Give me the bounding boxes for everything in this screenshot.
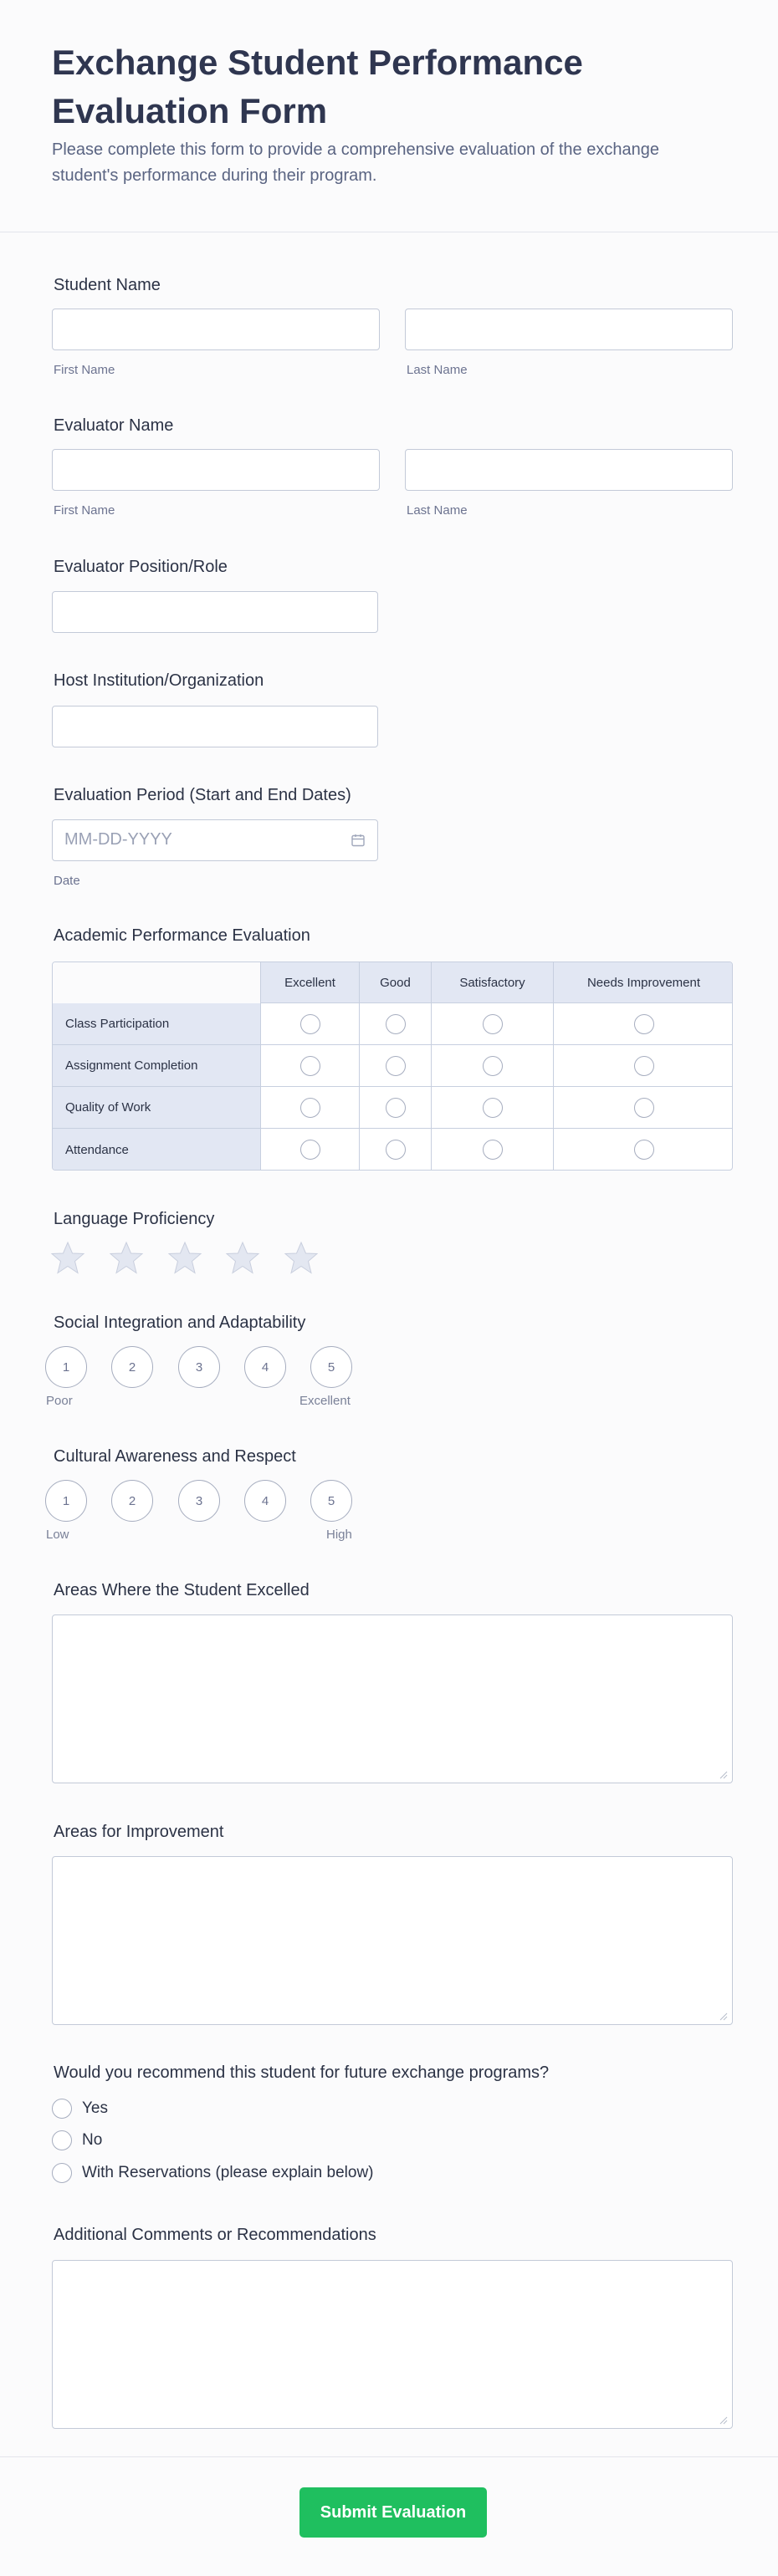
matrix-corner xyxy=(53,962,260,1003)
social-high-label: Excellent xyxy=(299,1394,351,1408)
matrix-cell xyxy=(553,1045,733,1087)
cultural-scale-4[interactable]: 4 xyxy=(244,1480,286,1522)
star-icon[interactable] xyxy=(49,1240,86,1277)
matrix-radio[interactable] xyxy=(634,1014,654,1034)
student-first-name-input[interactable] xyxy=(52,309,380,350)
additional-comments-label: Additional Comments or Recommendations xyxy=(54,2226,376,2244)
matrix-row-quality-of-work: Quality of Work xyxy=(53,1087,260,1129)
star-icon[interactable] xyxy=(166,1240,203,1277)
matrix-cell xyxy=(260,1129,359,1171)
cultural-scale-5[interactable]: 5 xyxy=(310,1480,352,1522)
evaluator-last-name-sublabel: Last Name xyxy=(407,503,468,518)
submit-evaluation-button[interactable]: Submit Evaluation xyxy=(299,2487,487,2538)
matrix-radio[interactable] xyxy=(483,1140,503,1160)
student-first-name-sublabel: First Name xyxy=(54,363,115,377)
matrix-radio[interactable] xyxy=(300,1014,320,1034)
evaluation-period-date-input[interactable] xyxy=(52,819,378,861)
matrix-radio[interactable] xyxy=(300,1098,320,1118)
cultural-high-label: High xyxy=(326,1528,352,1542)
star-icon[interactable] xyxy=(224,1240,261,1277)
matrix-radio[interactable] xyxy=(634,1098,654,1118)
academic-performance-label: Academic Performance Evaluation xyxy=(54,926,310,945)
evaluator-name-label: Evaluator Name xyxy=(54,416,174,435)
matrix-radio[interactable] xyxy=(300,1056,320,1076)
recommend-reservations-label[interactable]: With Reservations (please explain below) xyxy=(82,2164,374,2181)
academic-performance-matrix xyxy=(52,962,733,1171)
matrix-column-needs-improvement: Needs Improvement xyxy=(553,962,733,1003)
matrix-column-good: Good xyxy=(359,962,431,1003)
matrix-radio[interactable] xyxy=(483,1098,503,1118)
date-sublabel: Date xyxy=(54,874,80,888)
resize-grip-icon[interactable] xyxy=(719,2012,728,2021)
matrix-radio[interactable] xyxy=(386,1014,406,1034)
matrix-cell xyxy=(260,1087,359,1129)
additional-comments-textarea[interactable] xyxy=(52,2260,733,2429)
matrix-radio[interactable] xyxy=(483,1014,503,1034)
language-proficiency-label: Language Proficiency xyxy=(54,1210,215,1228)
evaluator-last-name-input[interactable] xyxy=(405,449,733,491)
social-scale-3[interactable]: 3 xyxy=(178,1346,220,1388)
matrix-radio[interactable] xyxy=(483,1056,503,1076)
recommend-no-radio[interactable] xyxy=(52,2130,72,2150)
cultural-scale-3[interactable]: 3 xyxy=(178,1480,220,1522)
matrix-cell xyxy=(359,1045,431,1087)
star-icon[interactable] xyxy=(108,1240,145,1277)
resize-grip-icon[interactable] xyxy=(719,2416,728,2425)
recommend-label: Would you recommend this student for future exchange programs? xyxy=(54,2063,550,2082)
areas-excelled-textarea[interactable] xyxy=(52,1614,733,1783)
social-integration-label: Social Integration and Adaptability xyxy=(54,1314,306,1332)
cultural-awareness-label: Cultural Awareness and Respect xyxy=(54,1447,296,1466)
footer-divider xyxy=(0,2456,778,2457)
matrix-cell xyxy=(431,1087,553,1129)
matrix-cell xyxy=(359,1087,431,1129)
calendar-icon[interactable] xyxy=(351,833,366,848)
recommend-reservations-radio[interactable] xyxy=(52,2163,72,2183)
cultural-scale-1[interactable]: 1 xyxy=(45,1480,87,1522)
date-placeholder: MM-DD-YYYY xyxy=(64,830,172,849)
social-scale-5[interactable]: 5 xyxy=(310,1346,352,1388)
matrix-cell xyxy=(553,1129,733,1171)
matrix-cell xyxy=(260,1045,359,1087)
matrix-row-assignment-completion: Assignment Completion xyxy=(53,1045,260,1087)
matrix-radio[interactable] xyxy=(386,1098,406,1118)
matrix-radio[interactable] xyxy=(634,1140,654,1160)
page-subtitle: Please complete this form to provide a comprehensive evaluation of the exchange student's performance during their program. xyxy=(52,140,659,185)
star-icon[interactable] xyxy=(283,1240,320,1277)
matrix-radio[interactable] xyxy=(634,1056,654,1076)
evaluator-position-input[interactable] xyxy=(52,591,378,633)
matrix-row-class-participation: Class Participation xyxy=(53,1003,260,1045)
matrix-cell xyxy=(260,1003,359,1045)
matrix-cell xyxy=(431,1045,553,1087)
social-scale-4[interactable]: 4 xyxy=(244,1346,286,1388)
cultural-scale-2[interactable]: 2 xyxy=(111,1480,153,1522)
matrix-cell xyxy=(359,1003,431,1045)
social-scale-1[interactable]: 1 xyxy=(45,1346,87,1388)
form-header xyxy=(0,0,778,232)
recommend-no-label[interactable]: No xyxy=(82,2131,103,2149)
evaluator-first-name-input[interactable] xyxy=(52,449,380,491)
recommend-yes-label[interactable]: Yes xyxy=(82,2099,108,2117)
matrix-cell xyxy=(553,1003,733,1045)
social-low-label: Poor xyxy=(46,1394,73,1408)
matrix-column-satisfactory: Satisfactory xyxy=(431,962,553,1003)
matrix-radio[interactable] xyxy=(386,1056,406,1076)
matrix-cell xyxy=(553,1087,733,1129)
student-last-name-input[interactable] xyxy=(405,309,733,350)
host-institution-label: Host Institution/Organization xyxy=(54,671,264,690)
matrix-row-attendance: Attendance xyxy=(53,1129,260,1171)
page-title: Exchange Student Performance Evaluation Form xyxy=(52,43,583,130)
social-scale-2[interactable]: 2 xyxy=(111,1346,153,1388)
matrix-cell xyxy=(359,1129,431,1171)
matrix-cell xyxy=(431,1003,553,1045)
matrix-column-excellent: Excellent xyxy=(260,962,359,1003)
matrix-cell xyxy=(431,1129,553,1171)
areas-excelled-label: Areas Where the Student Excelled xyxy=(54,1581,310,1599)
evaluation-period-label: Evaluation Period (Start and End Dates) xyxy=(54,786,351,804)
areas-improvement-textarea[interactable] xyxy=(52,1856,733,2025)
evaluator-first-name-sublabel: First Name xyxy=(54,503,115,518)
cultural-low-label: Low xyxy=(46,1528,69,1542)
student-name-label: Student Name xyxy=(54,276,161,294)
host-institution-input[interactable] xyxy=(52,706,378,747)
resize-grip-icon[interactable] xyxy=(719,1771,728,1779)
matrix-radio[interactable] xyxy=(300,1140,320,1160)
evaluator-position-label: Evaluator Position/Role xyxy=(54,558,228,576)
student-last-name-sublabel: Last Name xyxy=(407,363,468,377)
matrix-radio[interactable] xyxy=(386,1140,406,1160)
areas-improvement-label: Areas for Improvement xyxy=(54,1823,224,1841)
recommend-yes-radio[interactable] xyxy=(52,2099,72,2119)
